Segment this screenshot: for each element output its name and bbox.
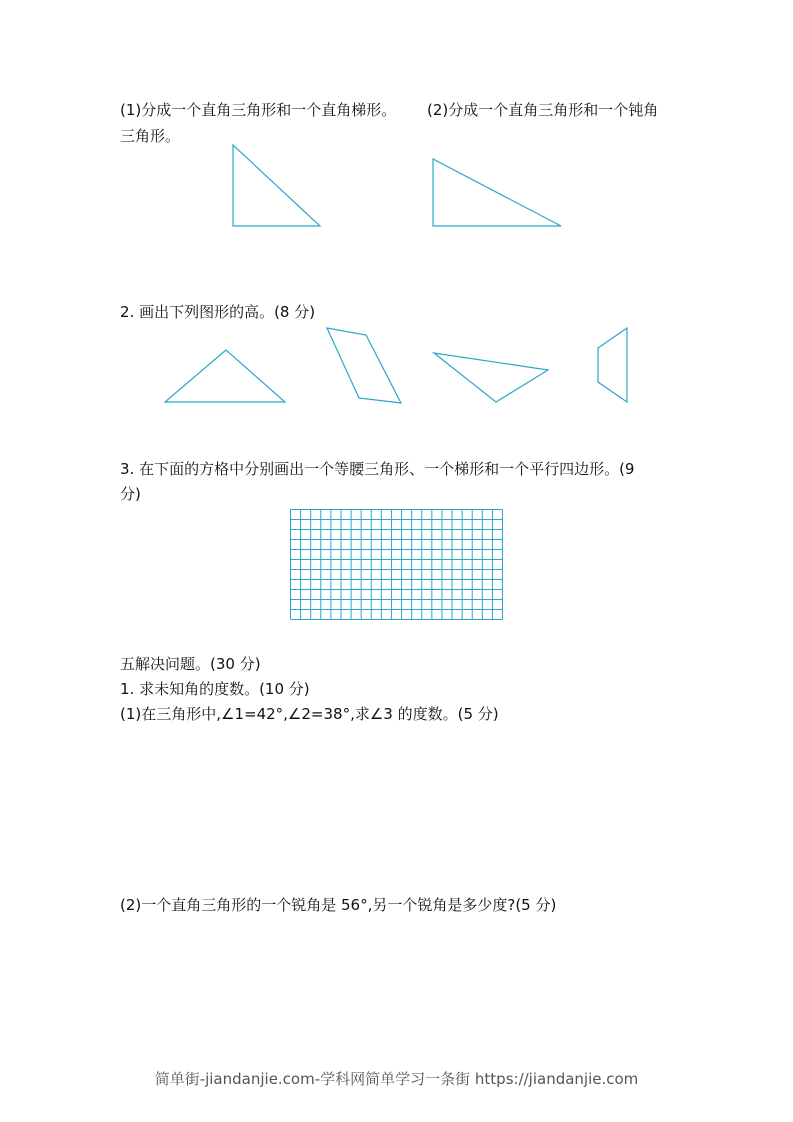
section-five-question-1-part-1: (1)在三角形中,∠1=42°,∠2=38°,求∠3 的度数。(5 分): [120, 705, 499, 723]
section-five-question-1-part-2: (2)一个直角三角形的一个锐角是 56°,另一个锐角是多少度?(5 分): [120, 896, 557, 914]
section-five-question-1: 1. 求未知角的度数。(10 分): [120, 680, 310, 698]
obtuse-triangle-figure: [430, 350, 552, 406]
question-1-part-2-line-1: (2)分成一个直角三角形和一个钝角: [427, 101, 659, 119]
question-1-part-2-line-2: 三角形。: [120, 127, 181, 145]
obtuse-split-triangle-figure: [430, 156, 566, 230]
trapezoid-figure: [594, 325, 632, 405]
question-3-line-2: 分): [120, 485, 141, 503]
page-footer: 简单街-jiandanjie.com-学科网简单学习一条街 https://jiandanjie.com: [154, 1070, 639, 1088]
parallelogram-figure: [322, 325, 406, 407]
right-triangle-figure: [228, 142, 324, 232]
question-1-part-1: (1)分成一个直角三角形和一个直角梯形。: [120, 101, 397, 119]
square-grid[interactable]: [290, 509, 503, 620]
isosceles-triangle-figure: [162, 347, 290, 407]
question-3-line-1: 3. 在下面的方格中分别画出一个等腰三角形、一个梯形和一个平行四边形。(9: [120, 460, 635, 478]
question-2: 2. 画出下列图形的高。(8 分): [120, 303, 316, 321]
section-five-title: 五解决问题。(30 分): [120, 655, 261, 673]
